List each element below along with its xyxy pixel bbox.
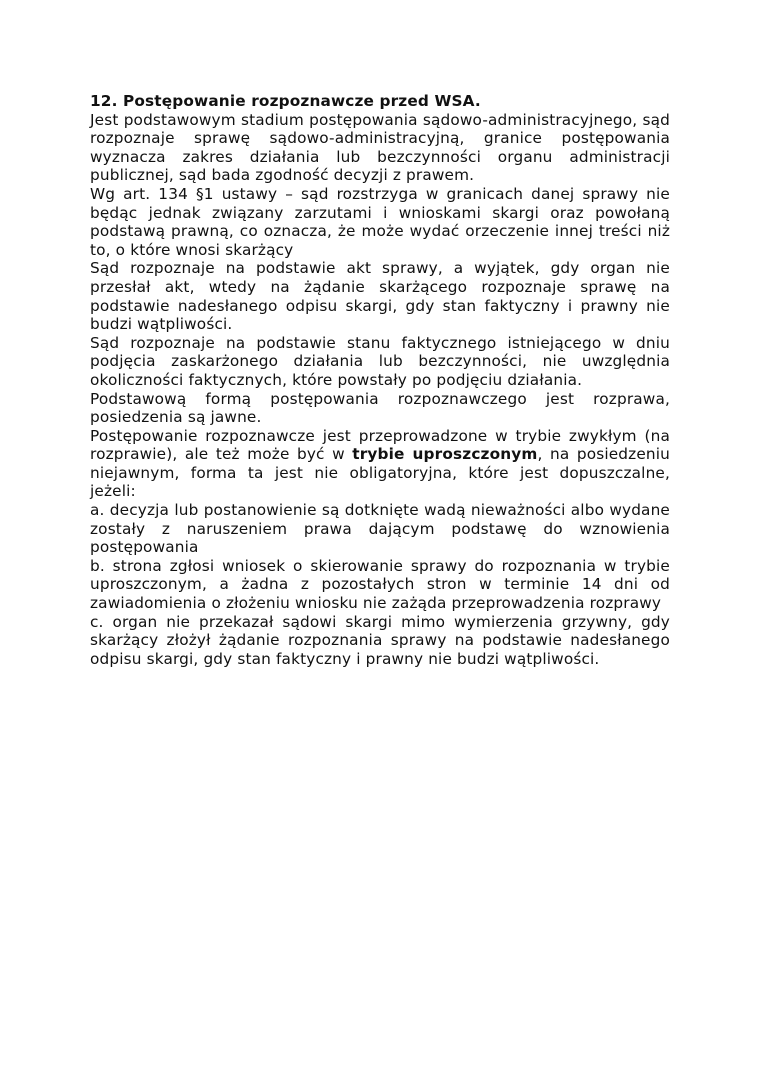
- list-item-a: a. decyzja lub postanowienie są dotknięte wadą nieważności albo wydane zostały z naruszeniem prawa dającym podstawę do wznowienia postępowania: [90, 501, 670, 557]
- list-item-c: c. organ nie przekazał sądowi skargi mimo wymierzenia grzywny, gdy skarżący złożył żądanie rozpoznania sprawy na podstawie nadesłanego odpisu skargi, gdy stan faktyczny i prawny nie budzi wątpliwości.: [90, 612, 670, 668]
- mode-text-after: , na posiedzeniu niejawnym, forma ta jest nie obligatoryjna, które jest dopuszczalne, jeżeli:: [90, 445, 670, 501]
- paragraph-definition: Jest podstawowym stadium postępowania sądowo-administracyjnego, sąd rozpoznaje sprawę sądowo-administracyjną, granice postępowania wyznacza zakres działania lub bezczynności organu administracji publicznej, sąd bada zgodność decyzji z prawem.: [90, 110, 670, 185]
- list-item-b: b. strona zgłosi wniosek o skierowanie sprawy do rozpoznania w trybie uproszczonym, a żadna z pozostałych stron w terminie 14 dni od zawiadomienia o złożeniu wniosku nie zażąda przeprowadzenia rozprawy: [90, 556, 670, 613]
- mode-text-before: Postępowanie rozpoznawcze jest przeprowadzone w trybie zwykłym (na rozprawie), ale też może być w: [90, 426, 670, 464]
- paragraph-basic-form: Podstawową formą postępowania rozpoznawczego jest rozprawa, posiedzenia są jawne.: [90, 389, 670, 427]
- section-heading: 12. Postępowanie rozpoznawcze przed WSA.: [90, 92, 481, 110]
- paragraph-art-134: Wg art. 134 §1 ustawy – sąd rozstrzyga w granicach danej sprawy nie będąc jednak związany zarzutami i wnioskami skargi oraz powołaną podstawą prawną, co oznacza, że może wydać orzeczenie innej treści niż to, o które wnosi skarżący: [90, 184, 670, 259]
- paragraph-factual-state: Sąd rozpoznaje na podstawie stanu faktycznego istniejącego w dniu podjęcia zaskarżonego działania lub bezczynności, nie uwzględnia okoliczności faktycznych, które powstały po podjęciu działania.: [90, 333, 670, 389]
- simplified-mode-term: trybie uproszczonym: [352, 445, 538, 464]
- paragraph-case-files: Sąd rozpoznaje na podstawie akt sprawy, a wyjątek, gdy organ nie przesłał akt, wtedy na żądanie skarżącego rozpoznaje sprawę na podstawie nadesłanego odpisu skargi, gdy stan faktyczny i prawny nie budzi wątpliwości.: [90, 259, 670, 334]
- document-body: [90, 92, 670, 668]
- paragraph-procedure-mode: [90, 427, 670, 501]
